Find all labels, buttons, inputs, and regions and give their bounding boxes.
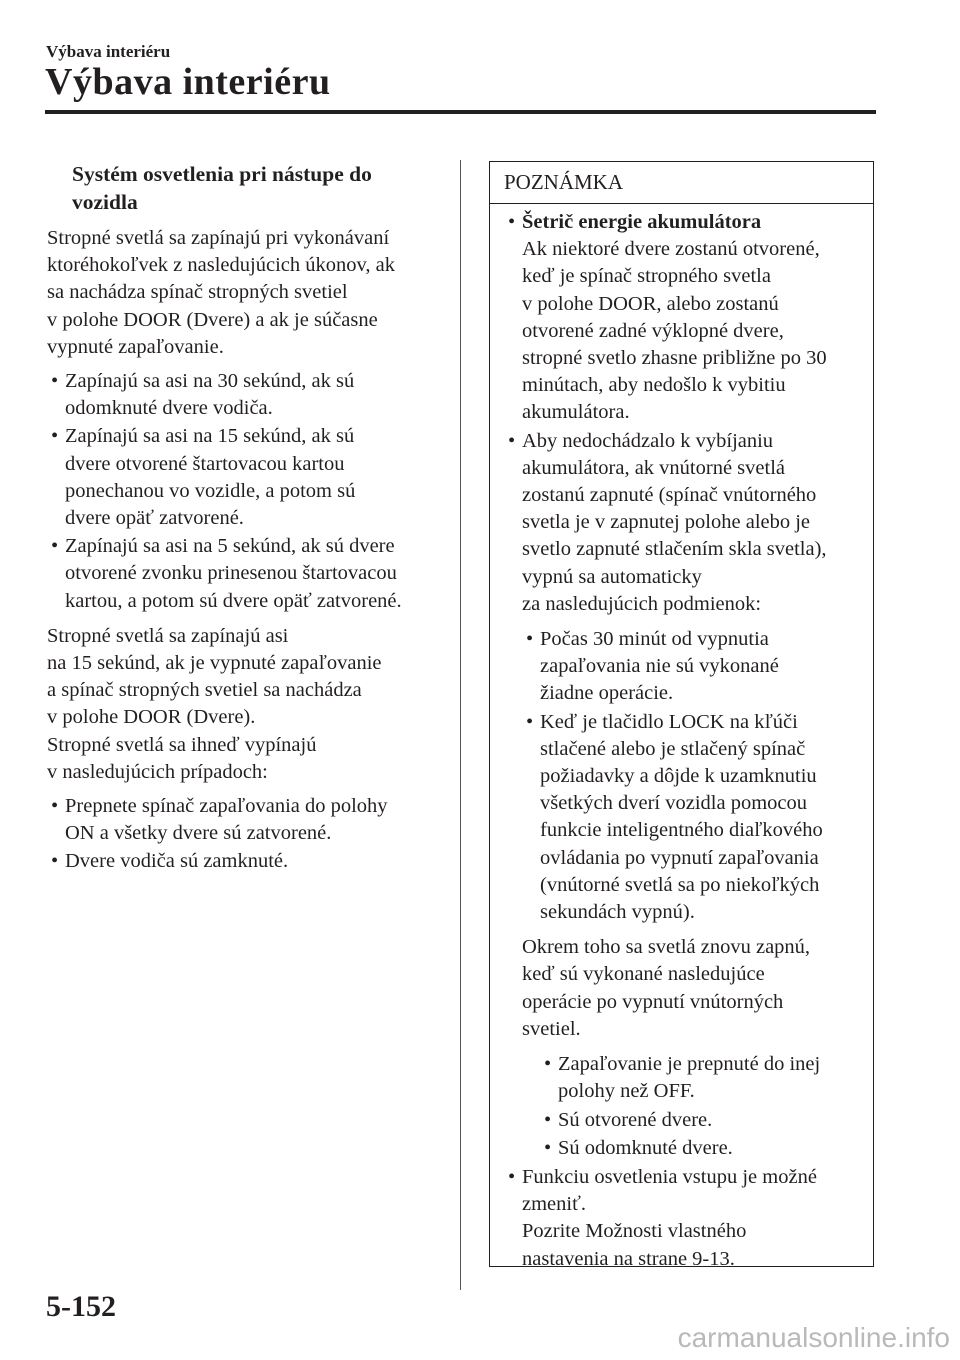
text-line: dvere otvorené štartovacou kartou: [65, 452, 345, 475]
header-rule: [45, 110, 876, 114]
list-item: [47, 533, 442, 615]
text-line: otvorené zadné výklopné dvere,: [522, 319, 784, 342]
text-line: na 15 sekúnd, ak je vypnuté zapaľovanie: [47, 652, 382, 675]
breadcrumb: Výbava interiéru: [46, 42, 171, 61]
text-line: za nasledujúcich podmienok:: [522, 592, 762, 615]
text-line: ktoréhokoľvek z nasledujúcich úkonov, ak: [47, 254, 395, 277]
text-line: Sú odomknuté dvere.: [558, 1136, 733, 1159]
text-line: stropné svetlo zhasne približne po 30: [522, 347, 827, 370]
note-list-tail: [504, 1164, 873, 1273]
list-item: [522, 709, 873, 927]
bullet-icon: •: [51, 535, 59, 558]
relight-conditions-list: [540, 1051, 873, 1162]
watermark: carmanualsonline.info: [677, 1322, 950, 1353]
list-item: [47, 423, 442, 532]
text-line: keď sú vykonané nasledujúce: [522, 963, 765, 986]
text-line: Zapínajú sa asi na 15 sekúnd, ak sú: [65, 425, 355, 448]
text-line: kartou, a potom sú dvere opäť zatvorené.: [65, 589, 402, 612]
text-line: zapaľovania nie sú vykonané: [540, 655, 779, 678]
text-line: nastavenia na strane 9-13.: [522, 1247, 735, 1270]
text-line: Prepnete spínač zapaľovania do polohy: [65, 795, 388, 818]
text-line: ON a všetky dvere sú zatvorené.: [65, 822, 332, 845]
section-heading: [47, 161, 442, 216]
text-line: stlačené alebo je stlačený spínač: [540, 737, 806, 760]
note-body: [490, 204, 873, 1273]
list-item: [522, 626, 873, 708]
list-item: [47, 368, 442, 422]
text-line: keď je spínač stropného svetla: [522, 265, 771, 288]
text-line: sa nachádza spínač stropných svetiel: [47, 281, 348, 304]
text-line: zmeniť.: [522, 1193, 586, 1216]
text-line: Stropné svetlá sa zapínajú pri vykonávaní: [47, 227, 390, 249]
text-line: akumulátora, ak vnútorné svetlá: [522, 456, 785, 479]
section-heading-line: Systém osvetlenia pri nástupe do: [72, 162, 372, 186]
text-line: všetkých dverí vozidla pomocou: [540, 792, 808, 815]
text-line: Počas 30 minút od vypnutia: [540, 628, 769, 651]
list-item: [540, 1107, 873, 1134]
text-line: Sú otvorené dvere.: [558, 1108, 713, 1131]
page-title: Výbava interiéru: [45, 61, 331, 103]
section-heading-line: vozidla: [72, 189, 138, 214]
text-line: sekundách vypnú).: [540, 901, 695, 924]
lights-off-conditions-list: [47, 793, 442, 876]
text-line: akumulátora.: [522, 401, 630, 424]
text-line: otvorené zvonku prinesenou štartovacou: [65, 562, 397, 585]
text-line: ovládania po vypnutí zapaľovania: [540, 846, 819, 869]
text-line: požiadavky a dôjde k uzamknutiu: [540, 765, 817, 788]
list-item: [47, 793, 442, 847]
column-divider: [460, 160, 461, 1290]
text-line: polohy než OFF.: [558, 1080, 695, 1103]
auto-off-conditions-list: [522, 626, 873, 926]
text-line: Dvere vodiča sú zamknuté.: [65, 850, 289, 873]
text-line: vypnú sa automaticky: [522, 565, 702, 588]
text-line: v polohe DOOR (Dvere).: [47, 706, 256, 729]
list-item: [47, 848, 442, 875]
bullet-icon: •: [526, 710, 534, 733]
second-paragraph: [47, 623, 442, 786]
bullet-icon: •: [526, 628, 534, 651]
text-line: odomknuté dvere vodiča.: [65, 397, 273, 420]
bullet-icon: •: [508, 211, 516, 233]
bullet-icon: •: [51, 795, 59, 818]
text-line: v polohe DOOR, alebo zostanú: [522, 292, 779, 315]
text-line: svetla je v zapnutej polohe alebo je: [522, 511, 811, 534]
bullet-icon: •: [51, 850, 59, 873]
note-list: [504, 209, 873, 926]
text-line: funkcie inteligentného diaľkového: [540, 819, 823, 842]
text-line: ponechanou vo vozidle, a potom sú: [65, 479, 356, 502]
text-line: Zapaľovanie je prepnuté do inej: [558, 1053, 821, 1076]
text-line: svetlo zapnuté stlačením skla svetla),: [522, 538, 827, 561]
note-title: POZNÁMKA: [490, 162, 873, 204]
text-line: v nasledujúcich prípadoch:: [47, 760, 268, 783]
bullet-icon: •: [544, 1108, 552, 1131]
text-line: vypnuté zapaľovanie.: [47, 335, 224, 358]
text-line: Aby nedochádzalo k vybíjaniu: [522, 429, 774, 452]
note-item-customize: [504, 1164, 873, 1273]
list-item: [540, 1051, 873, 1105]
text-line: žiadne operácie.: [540, 682, 674, 705]
note-item-auto-off: [504, 428, 873, 927]
bullet-icon: •: [544, 1053, 552, 1076]
bullet-icon: •: [508, 1165, 516, 1188]
text-line: (vnútorné svetlá sa po niekoľkých: [540, 873, 820, 896]
bullet-icon: •: [51, 425, 59, 448]
note-item-heading: Šetrič energie akumulátora: [522, 211, 762, 233]
text-line: Funkciu osvetlenia vstupu je možné: [522, 1165, 817, 1188]
text-line: Ak niektoré dvere zostanú otvorené,: [522, 238, 820, 261]
page-number: 5-152: [46, 1290, 116, 1323]
text-line: Stropné svetlá sa zapínajú asi: [47, 624, 289, 647]
text-line: operácie po vypnutí vnútorných: [522, 990, 784, 1013]
text-line: svetiel.: [522, 1017, 581, 1040]
note-box: [489, 161, 874, 1270]
text-line: Okrem toho sa svetlá znovu zapnú,: [522, 936, 811, 959]
text-line: Zapínajú sa asi na 30 sekúnd, ak sú: [65, 370, 355, 393]
left-column: [47, 161, 442, 884]
text-line: Zapínajú sa asi na 5 sekúnd, ak sú dvere: [65, 535, 395, 558]
bullet-icon: •: [544, 1136, 552, 1159]
bullet-icon: •: [508, 429, 516, 452]
intro-paragraph: [47, 225, 442, 361]
list-item: [540, 1135, 873, 1162]
note-item-battery-saver: [504, 209, 873, 427]
bullet-icon: •: [51, 370, 59, 393]
text-line: zostanú zapnuté (spínač vnútorného: [522, 484, 817, 507]
text-line: v polohe DOOR (Dvere) a ak je súčasne: [47, 308, 378, 331]
lights-on-conditions-list: [47, 368, 442, 615]
text-line: Stropné svetlá sa ihneď vypínajú: [47, 733, 317, 756]
text-line: dvere opäť zatvorené.: [65, 507, 244, 530]
text-line: Pozrite Možnosti vlastného: [522, 1220, 747, 1243]
text-line: Keď je tlačidlo LOCK na kľúči: [540, 710, 798, 733]
note-paragraph: [522, 934, 873, 1043]
text-line: minútach, aby nedošlo k vybitiu: [522, 374, 786, 397]
text-line: a spínač stropných svetiel sa nachádza: [47, 679, 362, 702]
